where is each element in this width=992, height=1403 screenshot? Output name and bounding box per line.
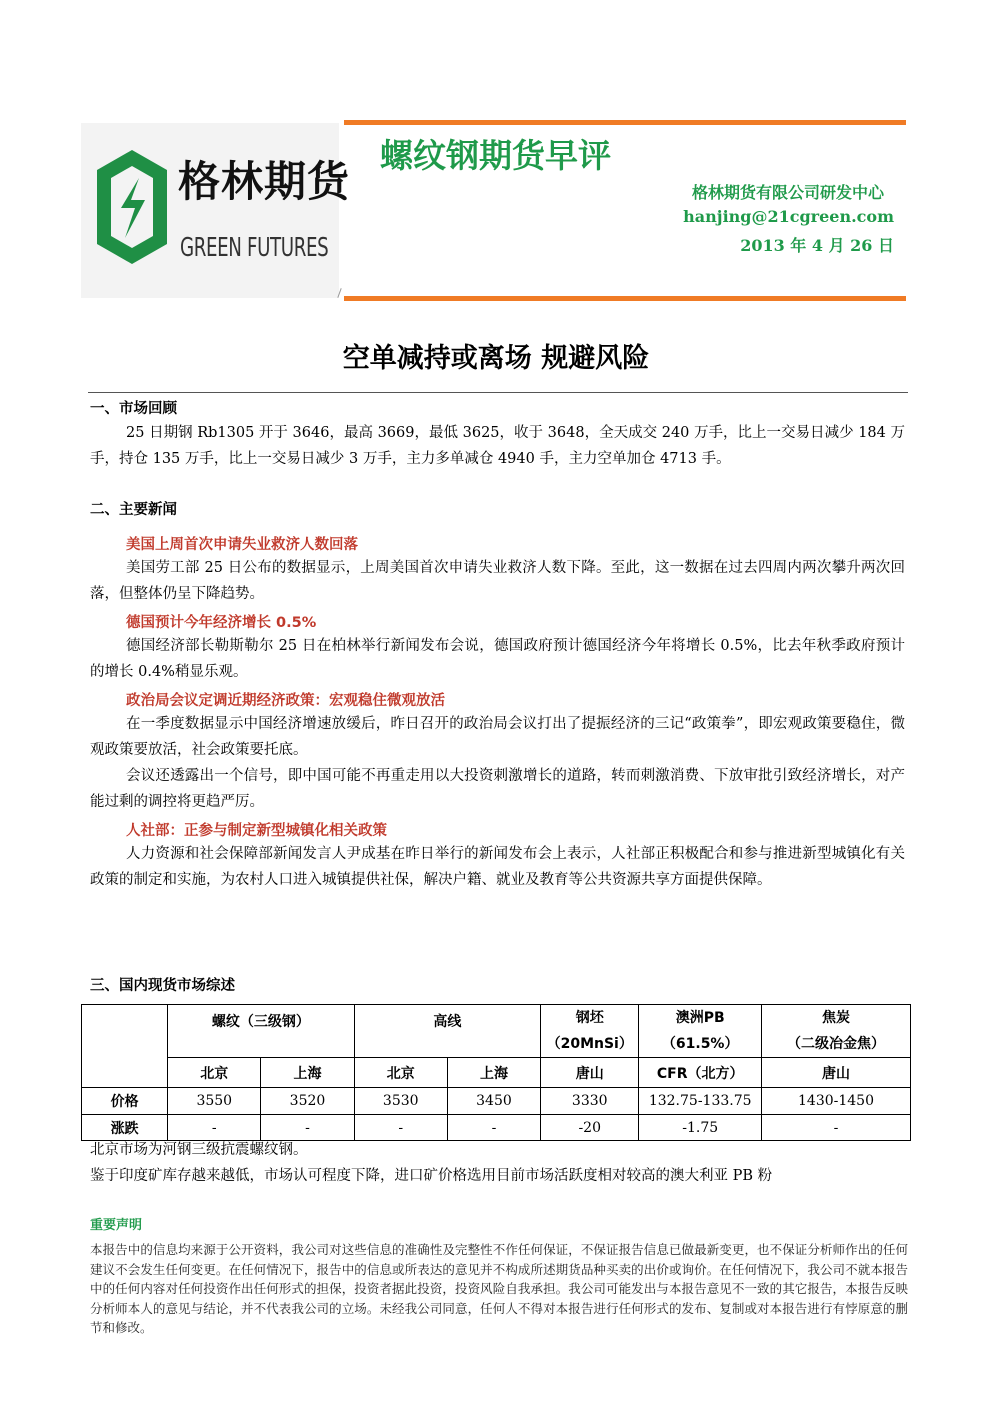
change-cell: -1.75 [639,1115,762,1141]
header-billet [541,1005,639,1058]
section-title-review: 一、市场回顾 [90,401,177,417]
company-logo [81,123,351,298]
news-title: 美国上周首次申请失业救济人数回落 [126,537,358,553]
price-cell: 3450 [447,1088,540,1115]
change-row-label: 涨跌 [82,1115,168,1141]
news-title: 人社部：正参与制定新型城镇化相关政策 [126,823,387,839]
price-cell: 132.75-133.75 [639,1088,762,1115]
location-cell: 上海 [261,1058,354,1088]
change-cell: - [168,1115,261,1141]
header-pb-name: 澳洲PB [675,1010,725,1026]
headline-divider [88,392,908,393]
news-paragraph: 美国劳工部 25 日公布的数据显示，上周美国首次申请失业救济人数下降。至此，这一数据在过去四周内两次攀升两次回落，但整体仍呈下降趋势。 [90,560,905,602]
location-row [82,1058,911,1088]
news-paragraph: 德国经济部长勒斯勒尔 25 日在柏林举行新闻发布会说，德国政府预计德国经济今年将增长 0.5%，比去年秋季政府预计的增长 0.4%稍显乐观。 [90,638,905,680]
location-cell: 唐山 [541,1058,639,1088]
news-paragraph: 人力资源和社会保障部新闻发言人尹成基在昨日举行的新闻发布会上表示，人社部正积极配合和参与推进新型城镇化有关政策的制定和实施，为农村人口进入城镇提供社保，解决户籍、就业及教育等公共资源共享方面提供保障。 [90,846,905,888]
price-cell: 3520 [261,1088,354,1115]
header-pb-ore [639,1005,762,1058]
table-note: 北京市场为河钢三级抗震螺纹钢。 [90,1142,308,1158]
price-cell: 3550 [168,1088,261,1115]
header-billet-spec: （20MnSi） [546,1036,633,1052]
change-cell: - [447,1115,540,1141]
header-rebar: 螺纹（三级钢） [168,1005,354,1058]
location-cell: 北京 [168,1058,261,1088]
price-cell: 1430-1450 [762,1088,911,1115]
header-coke [762,1005,911,1058]
location-cell: CFR（北方） [639,1058,762,1088]
review-paragraph: 25 日期钢 Rb1305 开于 3646，最高 3669，最低 3625，收于 3648，全天成交 240 万手，比上一交易日减少 184 万手，持仓 135 万手，比上一交易日减少 3 万手，主力多单减仓 4940 手，主力空单加仓 4713 手。 [90,425,905,467]
disclaimer-text: 本报告中的信息均来源于公开资料，我公司对这些信息的准确性及完整性不作任何保证，不保证报告信息已做最新变更，也不保证分析师作出的任何建议不会发生任何变更。在任何情况下，报告中的信息或所表达的意见并不构成所述期货品种买卖的出价或询价。在任何情况下，我公司不就本报告中的任何内容对任何投资作出任何形式的担保，投资者据此投资，投资风险自我承担。我公司可能发出与本报告意见不一致的其它报告，本报告反映分析师本人的意见与结论，并不代表我公司的立场。未经我公司同意，任何人不得对本报告进行任何形式的发布、复制或对本报告进行有悖原意的删节和修改。 [90,1242,908,1335]
price-cell: 3530 [354,1088,447,1115]
price-cell: 3330 [541,1088,639,1115]
green-futures-logo-icon [95,148,169,266]
table-note: 鉴于印度矿库存越来越低，市场认可程度下降，进口矿价格选用目前市场活跃度相对较高的澳大利亚 PB 粉 [90,1168,773,1184]
logo-english-name: GREEN FUTURES [180,233,329,263]
news-title: 德国预计今年经济增长 0.5% [126,615,317,631]
logo-chinese-name: 格林期货 [178,157,351,206]
price-row [82,1088,911,1115]
header-coke-name: 焦炭 [822,1010,850,1026]
section-title-spot: 三、国内现货市场综述 [90,978,235,994]
change-cell: - [354,1115,447,1141]
table-corner-cell [82,1005,168,1088]
header-billet-name: 钢坯 [575,1010,604,1026]
header-bottom-rule [344,296,906,301]
location-cell: 上海 [447,1058,540,1088]
news-paragraph: 在一季度数据显示中国经济增速放缓后，昨日召开的政治局会议打出了提振经济的三记“政策拳”，即宏观政策要稳住，微观政策要放活，社会政策要托底。 [90,716,905,758]
news-paragraph: 会议还透露出一个信号，即中国可能不再重走用以大投资刺激增长的道路，转而刺激消费、下放审批引致经济增长，对产能过剩的调控将更趋严厉。 [90,768,905,810]
location-cell: 唐山 [762,1058,911,1088]
change-cell: - [762,1115,911,1141]
contact-email[interactable]: hanjing@21cgreen.com [683,207,894,226]
price-row-label: 价格 [82,1088,168,1115]
change-row [82,1115,911,1141]
header-coke-spec: （二级冶金焦） [787,1036,885,1052]
location-cell: 北京 [354,1058,447,1088]
header-pb-spec: （61.5%） [661,1036,739,1052]
header-wire-rod: 高线 [354,1005,540,1058]
change-cell: -20 [541,1115,639,1141]
report-title: 螺纹钢期货早评 [380,136,611,175]
section-title-news: 二、主要新闻 [90,502,177,518]
news-title: 政治局会议定调近期经济政策：宏观稳住微观放活 [126,693,445,709]
change-cell: - [261,1115,354,1141]
org-name: 格林期货有限公司研发中心 [691,183,884,202]
report-date: 2013 年 4 月 26 日 [740,236,894,255]
header-top-rule [344,120,906,125]
spot-price-table [81,1004,911,1141]
disclaimer-title: 重要声明 [90,1218,143,1233]
page-headline: 空单减持或离场 规避风险 [342,343,650,374]
